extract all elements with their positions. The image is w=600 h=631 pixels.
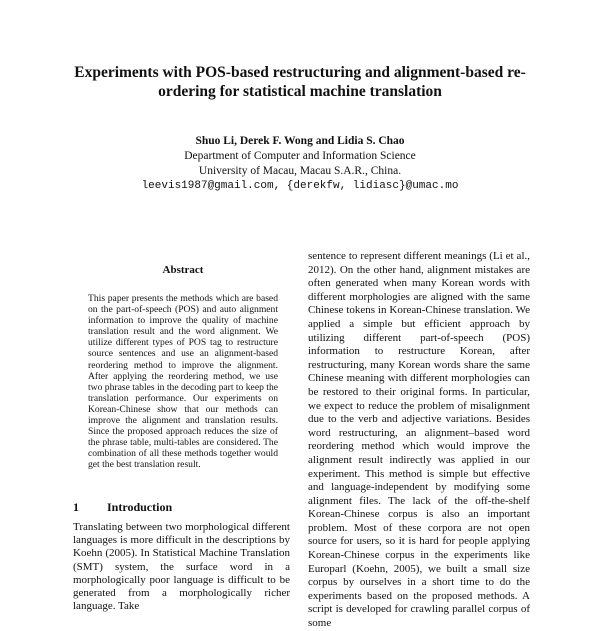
abstract-body [88,293,278,471]
abstract-text: This paper presents the methods which are based on the part-of-speech (POS) and auto alignment information to improve the quality of machine translation result and the word alignment. We utilize different types of POS tag to restructure source sentences and use an alignment-based reordering method to improve the alignment. After applying the reordering method, we use two phrase tables in the decoding part to keep the translation performance. Our experiments on Korean-Chinese show that our methods can improve the alignment and translation results. Since the proposed approach reduces the size of the phrase table, multi-tables are considered. The combination of all these methods together would get the best translation result. [88,293,278,471]
author-names: Shuo Li, Derek F. Wong and Lidia S. Chao [195,135,405,147]
title-line-1: Experiments with POS-based restructuring and alignment-based re- [74,64,526,81]
author-emails: leevis1987@gmail.com, {derekfw, lidiasc}@umac.mo [141,180,459,192]
section-title: Introduction [107,500,173,514]
paper-title [60,63,540,101]
title-line-2: ordering for statistical machine translation [158,83,442,100]
affiliation-department: Department of Computer and Information Science [184,150,416,162]
right-column-body [308,250,530,631]
abstract-heading: Abstract [162,264,204,276]
author-block [80,134,520,194]
section-number: 1 [73,500,79,514]
affiliation-university: University of Macau, Macau S.A.R., China. [198,165,402,177]
right-column-text: sentence to represent different meanings (Li et al., 2012). On the other hand, alignment mistakes are often generated when many Korean words with different morphologies are aligned with the same Chinese tokens in Korean-Chinese translation. We applied a simple but efficient approach by utilizing different part-of-speech (POS) information to restructure Korean, after restructuring, many Korean words share the same Chinese meaning with different morphologies can be restored to their original forms. In particular, we expect to reduce the problem of misalignment due to the verb and adjective variations. Besides word restructuring, an alignment–based word reordering method which would improve the alignment result indirectly was applied in our experiment. This method is simple but effective and language-independent by modifying some alignment files. The lack of the off-the-shelf Korean-Chinese corpus is also an important problem. Most of these corpora are not open source for users, so it is hard for people applying Korean-Chinese corpus in the experiments like Europarl (Koehn, 2005), we built a small size corpus by ourselves in a short time to do the experiments based on the proposed methods. A script is developed for crawling parallel corpus of some [308,250,530,630]
introduction-text: Translating between two morphological different languages is more difficult in the descriptions by Koehn (2005). In Statistical Machine Translation (SMT) system, the surface word in a morphologically poor language is difficult to be generated from a morphologically richer language. Take [73,521,290,613]
section-heading-introduction [73,500,172,515]
